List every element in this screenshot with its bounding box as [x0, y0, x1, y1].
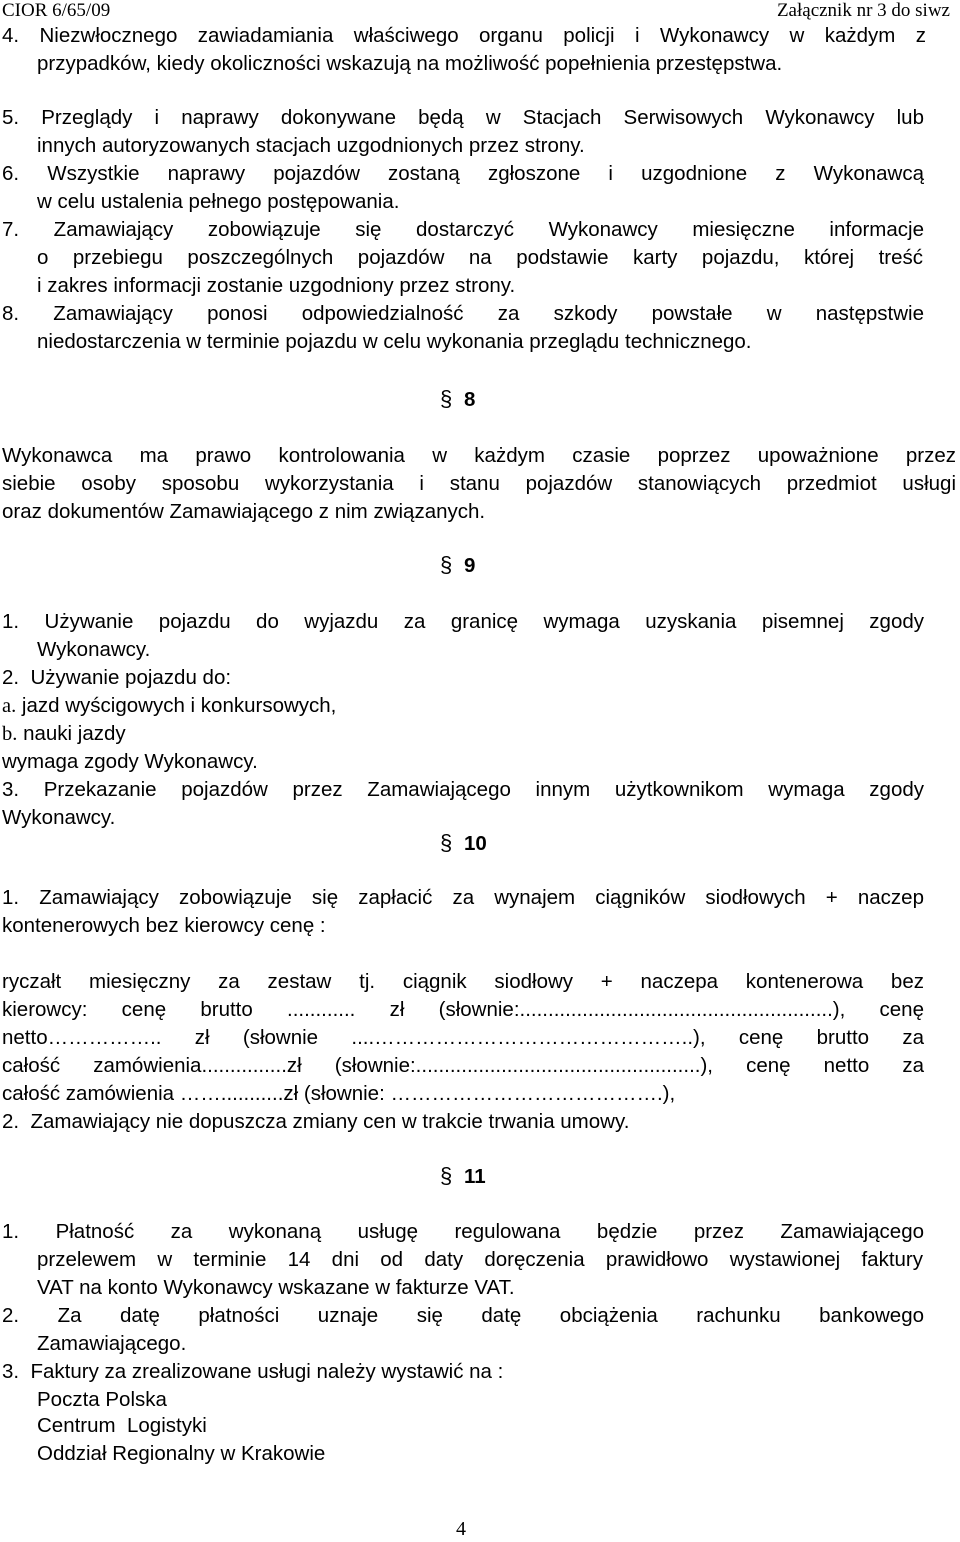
s9-line2: Wykonawcy.	[37, 638, 151, 661]
s9-line3: 2. Używanie pojazdu do:	[2, 666, 232, 689]
s9-line7: 3. Przekazanie pojazdów przez Zamawiającego innym użytkownikom wymaga zgody	[2, 778, 924, 801]
item-6-line2: w celu ustalenia pełnego postępowania.	[37, 190, 400, 213]
list-marker: a.	[2, 695, 17, 717]
s8-line2: siebie osoby sposobu wykorzystania i stanu pojazdów stanowiących przedmiot usługi	[2, 472, 956, 495]
item-7-line2: o przebiegu poszczególnych pojazdów na podstawie karty pojazdu, której treść	[37, 246, 923, 269]
list-text: jazd wyścigowych i konkursowych,	[16, 694, 337, 717]
item-8-line2: niedostarczenia w terminie pojazdu w celu wykonania przeglądu technicznego.	[37, 330, 752, 353]
page-number: 4	[456, 1518, 466, 1540]
section-8-heading	[440, 386, 475, 414]
s11-line3: VAT na konto Wykonawcy wskazane w fakturze VAT.	[37, 1276, 515, 1299]
s8-line1: Wykonawca ma prawo kontrolowania w każdym czasie poprzez upoważnione przez	[2, 444, 956, 467]
s11-line5: Zamawiającego.	[37, 1332, 187, 1355]
item-7-line1: 7. Zamawiający zobowiązuje się dostarczyć Wykonawcy miesięczne informacje	[2, 218, 924, 241]
s10-line4: kierowcy: cenę brutto ............ zł (słownie:.......................................................), cenę	[2, 998, 924, 1021]
item-8-line1: 8. Zamawiający ponosi odpowiedzialność za szkody powstałe w następstwie	[2, 302, 924, 325]
header-right: Załącznik nr 3 do siwz	[776, 0, 950, 21]
s10-line8: 2. Zamawiający nie dopuszcza zmiany cen w trakcie trwania umowy.	[2, 1110, 630, 1133]
s10-line3: ryczałt miesięczny za zestaw tj. ciągnik siodłowy + naczepa kontenerowa bez	[2, 970, 924, 993]
section-number: 8	[464, 388, 476, 411]
section-number: 9	[464, 554, 476, 577]
s9-line5	[2, 720, 126, 748]
s10-line7: całość zamówienia ……...........zł (słownie: ………………………………….),	[2, 1082, 676, 1105]
item-4-line2: przypadków, kiedy okoliczności wskazują na możliwość popełnienia przestępstwa.	[37, 52, 783, 75]
header-left: CIOR 6/65/09	[2, 0, 111, 21]
section-number: 11	[464, 1165, 486, 1188]
s11-line2: przelewem w terminie 14 dni od daty doręczenia prawidłowo wystawionej faktury	[37, 1248, 923, 1271]
s9-line6: wymaga zgody Wykonawcy.	[2, 750, 258, 773]
s11-line6: 3. Faktury za zrealizowane usługi należy wystawić na :	[2, 1360, 504, 1383]
s9-line1: 1. Używanie pojazdu do wyjazdu za granicę wymaga uzyskania pisemnej zgody	[2, 610, 924, 633]
s10-line2: kontenerowych bez kierowcy cenę :	[2, 914, 326, 937]
s10-line6: całość zamówienia...............zł (słownie:..................................................), cenę netto za	[2, 1054, 924, 1077]
item-6-line1: 6. Wszystkie naprawy pojazdów zostaną zgłoszone i uzgodnione z Wykonawcą	[2, 162, 924, 185]
s10-line5: netto…………….. zł (słownie ....………………………………………..), cenę brutto za	[2, 1026, 924, 1049]
s11-line4: 2. Za datę płatności uznaje się datę obciążenia rachunku bankowego	[2, 1304, 924, 1327]
s8-line3: oraz dokumentów Zamawiającego z nim związanych.	[2, 500, 486, 523]
section-sign-icon	[440, 388, 454, 410]
section-11-heading	[440, 1163, 486, 1191]
s9-line4	[2, 692, 336, 720]
section-sign-icon	[440, 1165, 454, 1187]
item-5-line1: 5. Przeglądy i naprawy dokonywane będą w Stacjach Serwisowych Wykonawcy lub	[2, 106, 924, 129]
section-10-heading	[440, 830, 487, 858]
item-4-line1: 4. Niezwłocznego zawiadamiania właściwego organu policji i Wykonawcy w każdym z	[2, 24, 926, 47]
s11-line9: Oddział Regionalny w Krakowie	[37, 1442, 326, 1465]
s10-line1: 1. Zamawiający zobowiązuje się zapłacić za wynajem ciągników siodłowych + naczep	[2, 886, 924, 909]
section-sign-icon	[440, 554, 454, 576]
list-marker: b.	[2, 723, 18, 745]
item-5-line2: innych autoryzowanych stacjach uzgodnionych przez strony.	[37, 134, 585, 157]
section-9-heading	[440, 552, 475, 580]
section-sign-icon	[440, 832, 454, 854]
item-7-line3: i zakres informacji zostanie uzgodniony przez strony.	[37, 274, 516, 297]
s11-line7: Poczta Polska	[37, 1388, 167, 1411]
list-text: nauki jazdy	[17, 722, 126, 745]
s11-line8: Centrum Logistyki	[37, 1414, 207, 1437]
section-number: 10	[464, 832, 487, 855]
s11-line1: 1. Płatność za wykonaną usługę regulowana będzie przez Zamawiającego	[2, 1220, 924, 1243]
s9-line8: Wykonawcy.	[2, 806, 116, 829]
